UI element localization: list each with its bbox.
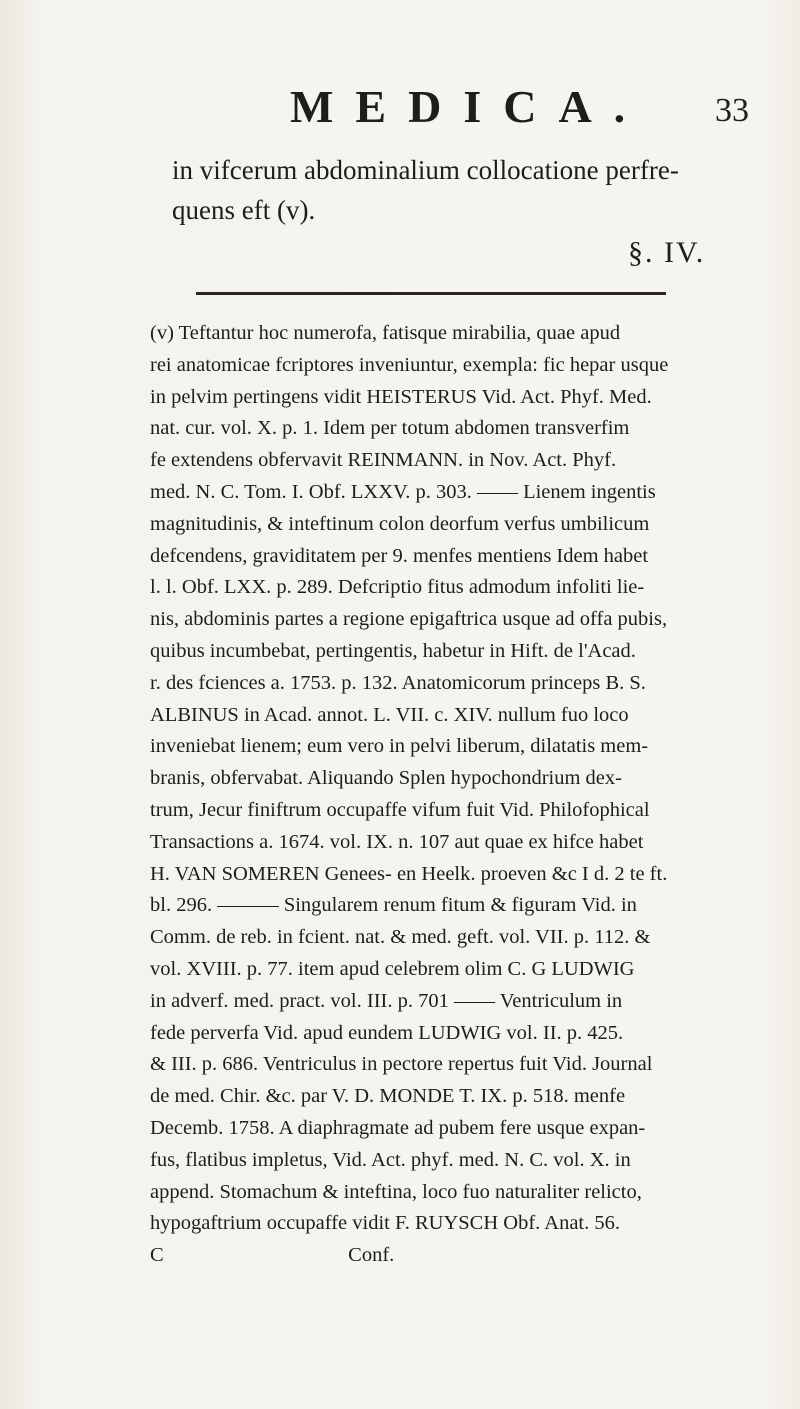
- footnote-line: Transactions a. 1674. vol. IX. n. 107 aut quae ex hifce habet: [150, 830, 644, 853]
- footnote-line: nis, abdominis partes a regione epigaftrica usque ad offa pubis,: [150, 608, 668, 631]
- running-head: MEDICA.: [290, 81, 648, 132]
- footnote-line: H. VAN SOMEREN Genees- en Heelk. proeven &c I d. 2 te ft.: [150, 862, 668, 885]
- footnote-line: Comm. de reb. in fcient. nat. & med. geft. vol. VII. p. 112. &: [150, 926, 651, 949]
- footnote-line: hypogaftrium occupaffe vidit F. RUYSCH Obf. Anat. 56.: [150, 1212, 620, 1235]
- footnote-line: trum, Jecur finiftrum occupaffe vifum fuit Vid. Philofophical: [150, 798, 650, 821]
- footnote-line: med. N. C. Tom. I. Obf. LXXV. p. 303. —— Lienem ingentis: [150, 480, 656, 503]
- footnote-line: branis, obfervabat. Aliquando Splen hypochondrium dex-: [150, 767, 622, 790]
- footnote-line: magnitudinis, & inteftinum colon deorfum verfus umbilicum: [150, 512, 650, 535]
- text-line: in vifcerum abdominalium collocatione perfre-: [172, 155, 679, 185]
- footnote-line: in adverf. med. pract. vol. III. p. 701 —— Ventriculum in: [150, 989, 623, 1012]
- footnote-block: [150, 318, 750, 1272]
- footnote-line: rei anatomicae fcriptores inveniuntur, exempla: fic hepar usque: [150, 353, 669, 376]
- footnote-line: bl. 296. ——— Singularem renum fitum & figuram Vid. in: [150, 894, 637, 917]
- footnote-line: Decemb. 1758. A diaphragmate ad pubem fere usque expan-: [150, 1116, 646, 1139]
- footnote-line: fe extendens obfervavit REINMANN. in Nov. Act. Phyf.: [150, 449, 617, 472]
- footnote-line: l. l. Obf. LXX. p. 289. Defcriptio fitus admodum infoliti lie-: [150, 576, 645, 599]
- carry-over-paragraph: [172, 150, 692, 230]
- footnote-line: C Conf.: [150, 1244, 395, 1267]
- horizontal-rule: [196, 292, 666, 295]
- footnote-line: in pelvim pertingens vidit HEISTERUS Vid. Act. Phyf. Med.: [150, 385, 652, 408]
- footnote-line: defcendens, graviditatem per 9. menfes mentiens Idem habet: [150, 544, 649, 567]
- footnote-line: fus, flatibus impletus, Vid. Act. phyf. med. N. C. vol. X. in: [150, 1148, 631, 1171]
- footnote-line: vol. XVIII. p. 77. item apud celebrem olim C. G LUDWIG: [150, 957, 635, 980]
- footnote-line: (v) Teftantur hoc numerofa, fatisque mirabilia, quae apud: [150, 322, 621, 344]
- footnote-line: nat. cur. vol. X. p. 1. Idem per totum abdomen transverfim: [150, 417, 630, 440]
- text-line: quens eft (v).: [172, 195, 316, 225]
- section-heading: §. IV.: [628, 236, 706, 269]
- footnote-line: de med. Chir. &c. par V. D. MONDE T. IX. p. 518. menfe: [150, 1085, 626, 1108]
- footnote-line: inveniebat lienem; eum vero in pelvi liberum, dilatatis mem-: [150, 735, 649, 758]
- footnote-line: quibus incumbebat, pertingentis, habetur in Hift. de l'Acad.: [150, 639, 636, 662]
- footnote-line: r. des fciences a. 1753. p. 132. Anatomicorum princeps B. S.: [150, 671, 646, 694]
- footnote-line: fede perverfa Vid. apud eundem LUDWIG vol. II. p. 425.: [150, 1021, 624, 1044]
- footnote-line: & III. p. 686. Ventriculus in pectore repertus fuit Vid. Journal: [150, 1053, 653, 1076]
- page-number: 33: [715, 92, 749, 129]
- footnote-line: ALBINUS in Acad. annot. L. VII. c. XIV. nullum fuo loco: [150, 703, 629, 726]
- footnote-line: append. Stomachum & inteftina, loco fuo naturaliter relicto,: [150, 1180, 642, 1203]
